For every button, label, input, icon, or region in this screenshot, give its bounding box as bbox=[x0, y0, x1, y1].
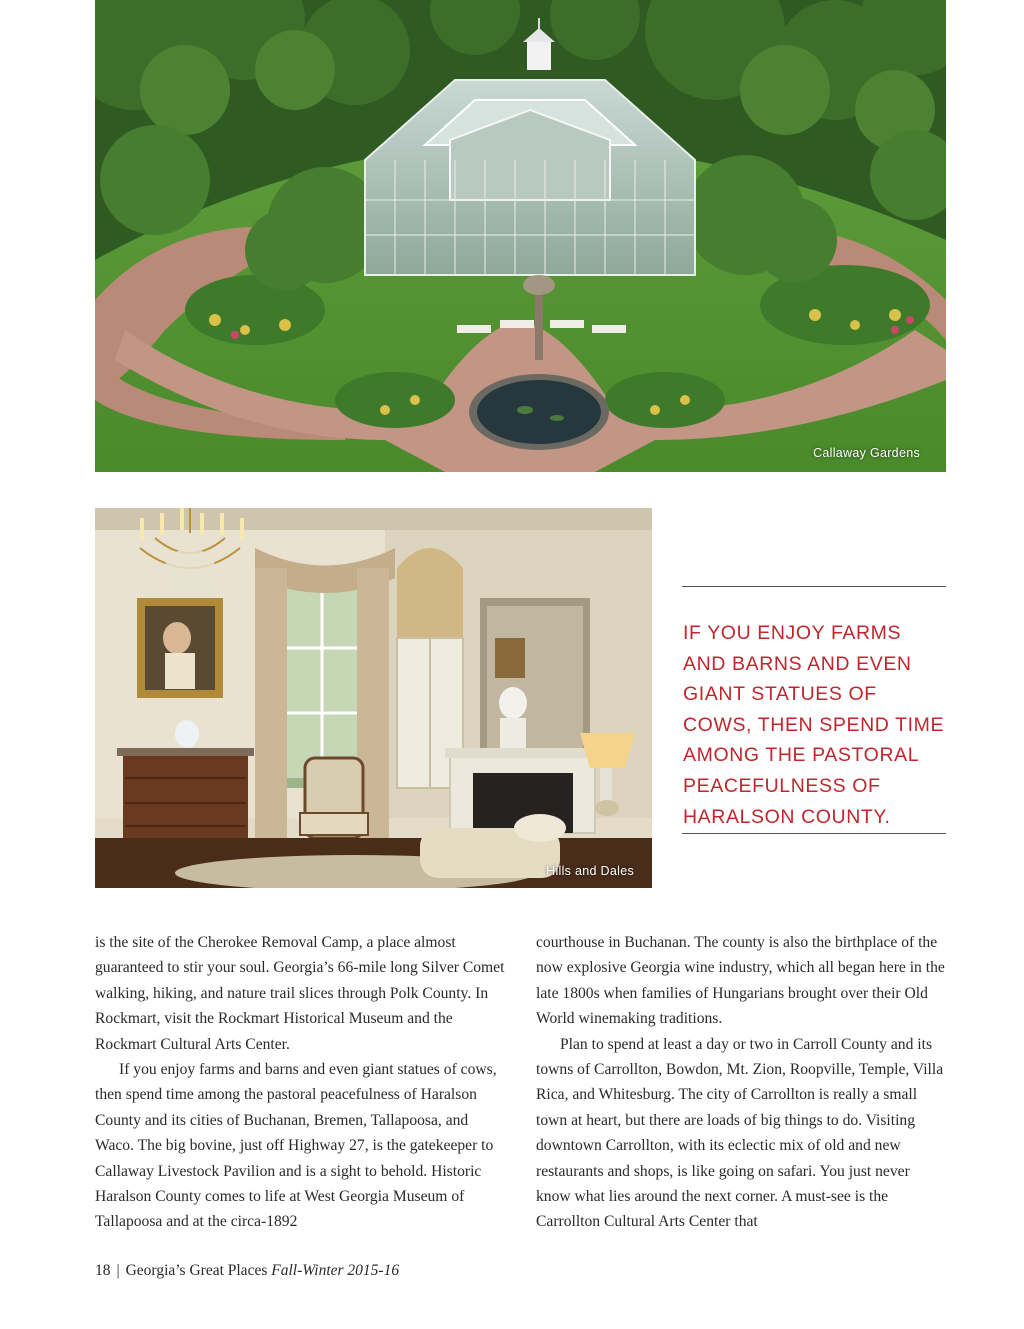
footer-separator: | bbox=[116, 1262, 120, 1279]
hills-and-dales-photo bbox=[95, 508, 652, 888]
body-paragraph: is the site of the Cherokee Removal Camp, a place almost guaranteed to stir your soul. Georgia’s 66-mile long Silver Comet walking, hiking, and nature trail slices through Polk County. In Rockmart, visit the Rockmart Historical Museum and the Rockmart Cultural Arts Center. bbox=[95, 934, 505, 1053]
pull-quote: IF YOU ENJOY FARMS AND BARNS AND EVEN GIANT STATUES OF COWS, THEN SPEND TIME AMONG THE PASTORAL PEACEFULNESS OF HARALSON COUNTY. bbox=[683, 622, 945, 828]
conservatory-illustration bbox=[95, 0, 946, 472]
publication-name: Georgia’s Great Places bbox=[125, 1262, 268, 1279]
photo-caption: Callaway Gardens bbox=[813, 446, 920, 460]
body-paragraph: If you enjoy farms and barns and even giant statues of cows, then spend time among the pastoral peacefulness of Haralson County and its cities of Buchanan, Bremen, Tallapoosa, and Waco. The big bovine, just off Highway 27, is the gatekeeper to Callaway Livestock Pavilion and is a sight to behold. Historic Haralson County comes to life at West Georgia Museum of Tallapoosa and at the circa-1892 bbox=[95, 1061, 497, 1231]
body-paragraph: Plan to spend at least a day or two in Carroll County and its towns of Carrollton, Bowdon, Mt. Zion, Roopville, Temple, Villa Rica, and Whitesburg. The city of Carrollton is really a small town at heart, but there are loads of big things to do. Visiting downtown Carrollton, with its eclectic mix of old and new restaurants and shops, is like going on safari. You just never know what lies around the next corner. A must-see is the Carrollton Cultural Arts Center that bbox=[536, 1035, 944, 1231]
page-footer bbox=[95, 1262, 399, 1280]
interior-illustration bbox=[95, 508, 652, 888]
issue-name: Fall-Winter 2015-16 bbox=[271, 1262, 400, 1279]
pull-quote-bottom-rule bbox=[682, 833, 946, 834]
body-column-right bbox=[536, 930, 946, 1235]
body-paragraph: courthouse in Buchanan. The county is also the birthplace of the now explosive Georgia wine industry, which all began here in the late 1800s when families of Hungarians brought over their Old World winemaking traditions. bbox=[536, 934, 945, 1028]
photo-caption: Hills and Dales bbox=[546, 864, 634, 878]
page-number: 18 bbox=[95, 1262, 111, 1279]
body-column-left bbox=[95, 930, 505, 1235]
pull-quote-top-rule bbox=[682, 586, 946, 587]
callaway-gardens-photo bbox=[95, 0, 946, 472]
